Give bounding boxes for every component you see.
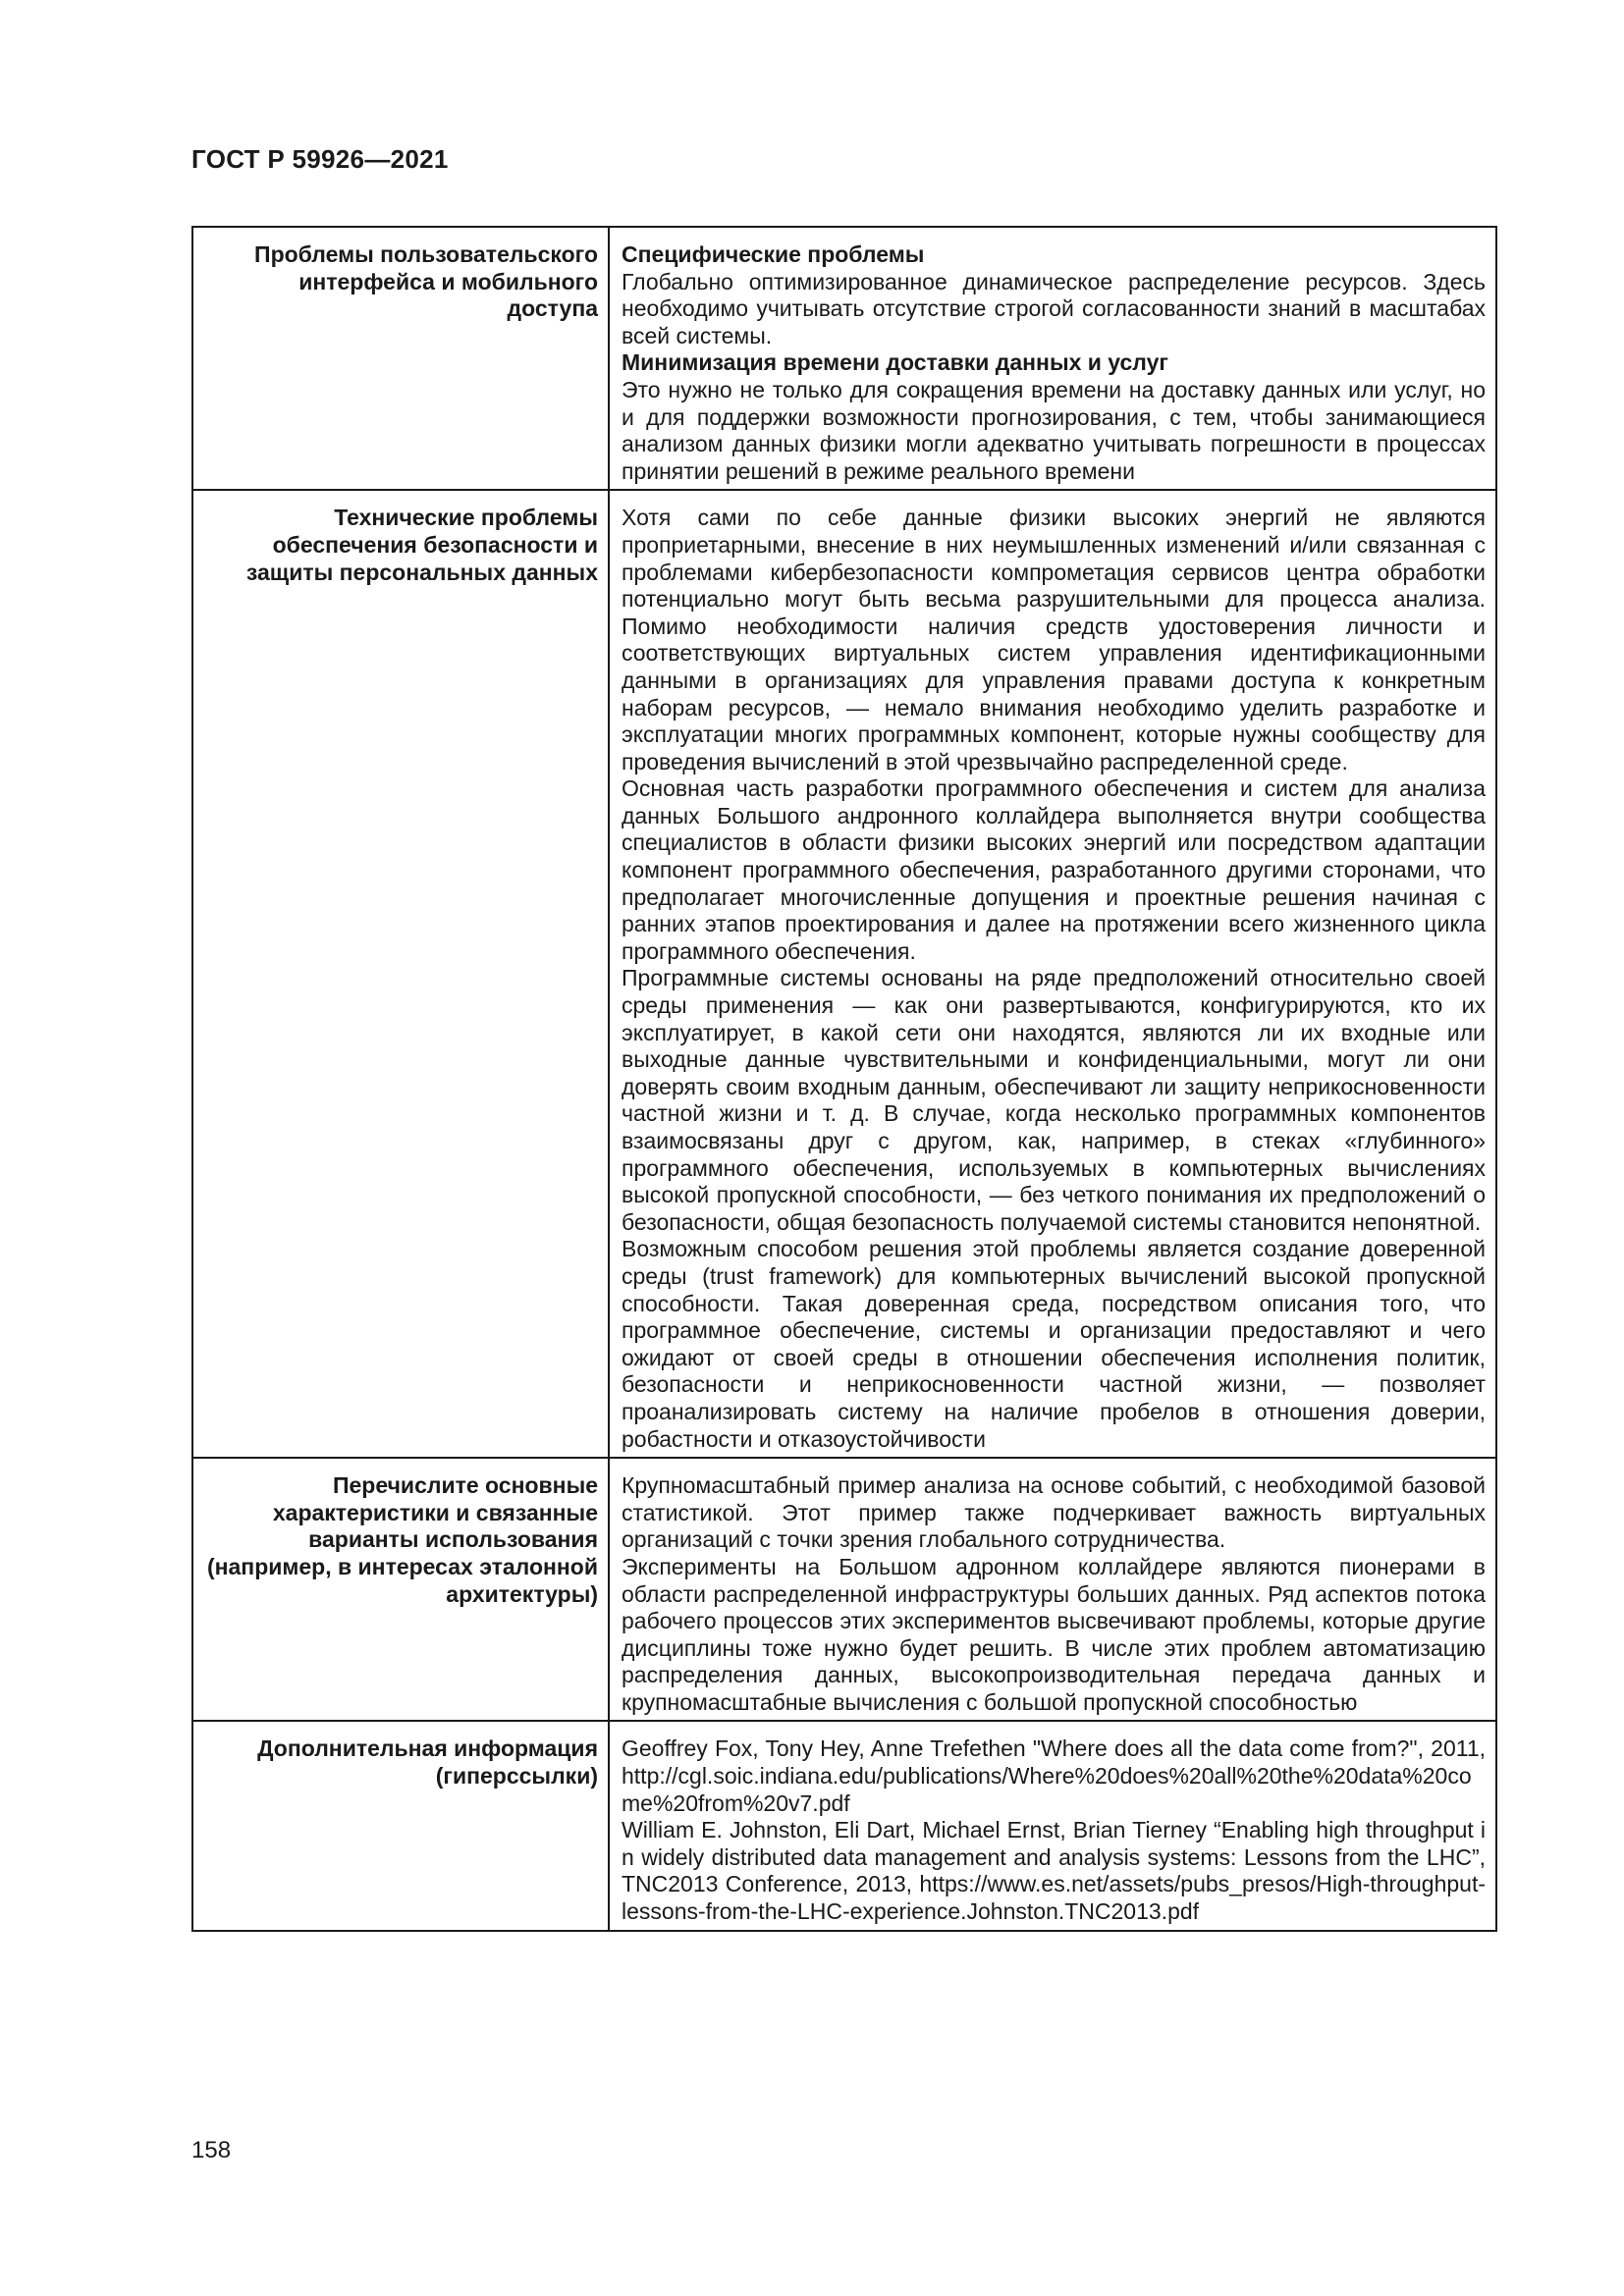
paragraph: Хотя сами по себе данные физики высоких энергий не являются проприетарными, внесение в них неумышленных изменений и/или связанная с проблемами кибербезопасности компрометация сервисов центра обработки потенциально могут быть весьма разрушительными для процесса анализа. Помимо необходимости наличия средств удостоверения личности и соответствующих виртуальных систем управления идентификационными данными в организациях для управления правами доступа к конкретным наборам ресурсов, — немало внимания необходимо уделить разработке и эксплуатации многих программных компонент, которые нужны сообществу для проведения вычислений в этой чрезвычайно распределенной среде.: [622, 505, 1486, 774]
row-content-hyperlinks: [609, 1721, 1496, 1930]
paragraph: Основная часть разработки программного обеспечения и систем для анализа данных Большого андронного коллайдера выполняется внутри сообщества специалистов в области физики высоких энергий или посредством адаптации компонент программного обеспечения, разработанного другими сторонами, что предполагает многочисленные допущения и проектные решения начиная с ранних этапов проектирования и далее на протяжении всего жизненного цикла программного обеспечения.: [622, 775, 1486, 964]
table-row: [192, 1721, 1496, 1930]
data-table: [191, 226, 1497, 1932]
table-row: [192, 1458, 1496, 1721]
table-row: [192, 227, 1496, 490]
page-number: 158: [191, 2137, 232, 2163]
paragraph: Глобально оптимизированное динамическое распределение ресурсов. Здесь необходимо учитывать отсутствие строгой согласованности знаний в масштабах всей системы.: [622, 268, 1486, 348]
subheading-specific-problems: Специфические проблемы: [622, 241, 925, 267]
reference-link[interactable]: Geoffrey Fox, Tony Hey, Anne Trefethen "Where does all the data come from?", 2011, http://cgl.soic.indiana.edu/publications/Where%20does%20all%20the%20data%20come%20from%20v7.pdf: [622, 1735, 1486, 1816]
row-content-ui-mobile: [609, 227, 1496, 490]
paragraph: Крупномасштабный пример анализа на основе событий, с необходимой базовой статистикой. Этот пример также подчеркивает важность виртуальных организаций с точки зрения глобального сотрудничества.: [622, 1472, 1486, 1553]
subheading-delivery-time: Минимизация времени доставки данных и услуг: [622, 349, 1168, 376]
row-label-characteristics: Перечислите основные характеристики и связанные варианты использования (например, в интересах эталонной архитектуры): [192, 1458, 609, 1721]
row-content-characteristics: [609, 1458, 1496, 1721]
row-label-hyperlinks: Дополнительная информация (гиперссылки): [192, 1721, 609, 1930]
row-content-security: [609, 490, 1496, 1458]
row-label-security: Технические проблемы обеспечения безопасности и защиты персональных данных: [192, 490, 609, 1458]
row-label-ui-mobile: Проблемы пользовательского интерфейса и мобильного доступа: [192, 227, 609, 490]
paragraph: Программные системы основаны на ряде предположений относительно своей среды применения — как они развертываются, конфигурируются, кто их эксплуатирует, в какой сети они находятся, являются ли их входные или выходные данные чувствительными и конфиденциальными, могут ли они доверять своим входным данным, обеспечивают ли защиту неприкосновенности частной жизни и т. д. В случае, когда несколько программных компонентов взаимосвязаны друг с другом, как, например, в стеках «глубинного» программного обеспечения, используемых в компьютерных вычислениях высокой пропускной способности, — без четкого понимания их предположений о безопасности, общая безопасность получаемой системы становится непонятной.: [622, 965, 1486, 1235]
reference-link[interactable]: William E. Johnston, Eli Dart, Michael Ernst, Brian Tierney “Enabling high throughput in widely distributed data management and analysis systems: Lessons from the LHC”, TNC2013 Conference, 2013, https://www.es.net/assets/pubs_presos/High-throughput-lessons-from-the-LHC-experience.Johnston.TNC2013.pdf: [622, 1817, 1486, 1925]
document-code: ГОСТ Р 59926—2021: [191, 144, 449, 174]
table-row: [192, 490, 1496, 1458]
paragraph: Возможным способом решения этой проблемы является создание доверенной среды (trust framework) для компьютерных вычислений высокой пропускной способности. Такая доверенная среда, посредством описания того, что программное обеспечение, системы и организации предоставляют и чего ожидают от своей среды в отношении обеспечения исполнения политик, безопасности и неприкосновенности частной жизни, — позволяет проанализировать систему на наличие пробелов в отношения доверии, робастности и отказоустойчивости: [622, 1236, 1486, 1452]
paragraph: Эксперименты на Большом адронном коллайдере являются пионерами в области распределенной инфраструктуры больших данных. Ряд аспектов потока рабочего процессов этих экспериментов высвечивают проблемы, которые другие дисциплины тоже нужно будет решить. В числе этих проблем автоматизацию распределения данных, высокопроизводительная передача данных и крупномасштабные вычисления с большой пропускной способностью: [622, 1553, 1486, 1715]
paragraph: Это нужно не только для сокращения времени на доставку данных или услуг, но и для поддержки возможности прогнозирования, с тем, чтобы занимающиеся анализом данных физики могли адекватно учитывать погрешности в процессах принятии решений в режиме реального времени: [622, 376, 1486, 484]
